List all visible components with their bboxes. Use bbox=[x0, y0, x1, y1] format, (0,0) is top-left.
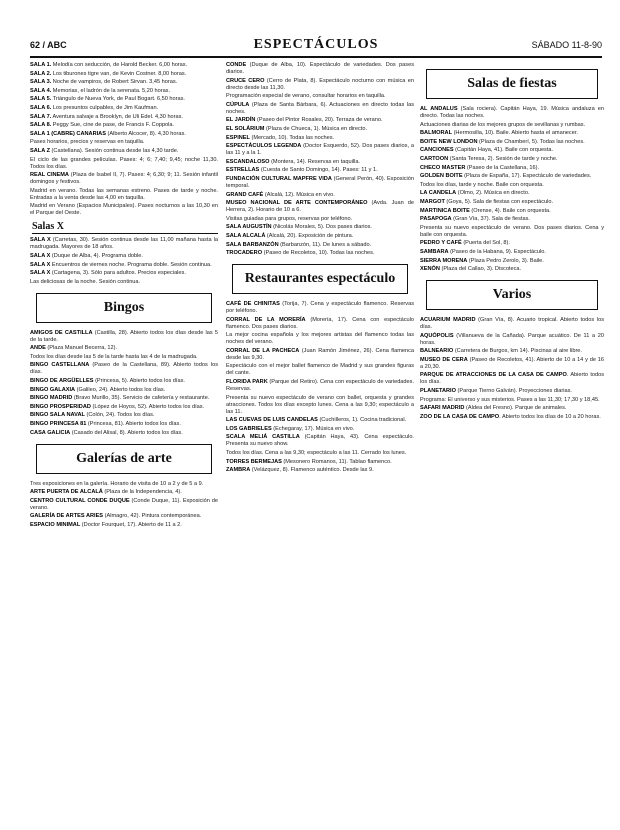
listing-entry bbox=[30, 522, 218, 529]
listing-entry bbox=[30, 513, 218, 520]
listing-entry bbox=[226, 426, 414, 433]
listing-entry bbox=[420, 372, 604, 386]
listing-entry bbox=[420, 208, 604, 215]
listing-text: Triángulo de Nueva York, de Paul Bogart. 6,50 horas. bbox=[51, 96, 185, 103]
listing-entry bbox=[226, 301, 414, 315]
listing-venue: CARTOON bbox=[420, 155, 449, 162]
listing-text: Las deliciosas de la noche. Sesión continua. bbox=[30, 278, 141, 285]
listing-venue: GOLDEN BOITE bbox=[420, 173, 463, 180]
listing-venue: SCALA MELIÁ CASTILLA bbox=[226, 434, 300, 441]
listing-text: (Plaza Manuel Becerra, 12). bbox=[45, 345, 118, 352]
section-heading-box bbox=[36, 293, 212, 323]
listing-venue: SIERRA MORENA bbox=[420, 257, 468, 264]
listing-text: (Torija, 7). Cena y espectáculo flamenco. Reservas por teléfono. bbox=[226, 301, 414, 315]
listing-entry bbox=[30, 362, 218, 376]
listing-venue: ZAMBRA bbox=[226, 467, 251, 474]
listing-text: (Hermosilla, 10). Baile. Abierto hasta el amanecer. bbox=[452, 130, 578, 137]
listing-text: (Parque Tierno Galván). Proyecciones diarias. bbox=[455, 388, 572, 395]
listing-entry bbox=[30, 345, 218, 352]
listing-entry bbox=[226, 450, 414, 457]
listing-venue: CÚPULA bbox=[226, 101, 250, 108]
listing-entry bbox=[30, 354, 218, 361]
listing-text: (General Perón, 40). Exposición temporal. bbox=[226, 175, 414, 189]
listing-entry bbox=[420, 266, 604, 273]
listing-entry bbox=[226, 250, 414, 257]
listing-venue: BINGO DE ARGÜELLES bbox=[30, 378, 94, 385]
listing-venue: ESPINEL bbox=[226, 134, 250, 141]
listing-entry bbox=[226, 176, 414, 190]
listing-text: (Plaza de Santa Bárbara, 6). Actuaciones en directo todas las noches. bbox=[226, 101, 414, 115]
listing-venue: SALA 6. bbox=[30, 104, 52, 111]
listing-text: Todos los días, tarde y noche. Baile con orquesta. bbox=[420, 181, 544, 188]
listing-entry bbox=[30, 105, 218, 112]
listing-venue: SALA 1 (CABRE) CANARIAS bbox=[30, 130, 106, 137]
listing-entry bbox=[420, 258, 604, 265]
listing-text: Actuaciones diarias de los mejores grupos de sevillanas y rumbas. bbox=[420, 121, 586, 128]
column-3 bbox=[420, 62, 604, 824]
listing-entry bbox=[30, 421, 218, 428]
listing-entry bbox=[226, 78, 414, 92]
listing-entry bbox=[30, 412, 218, 419]
listing-text: (Conde Duque, 11). Exposición de verano. bbox=[30, 497, 218, 511]
listing-entry bbox=[226, 159, 414, 166]
listing-venue: GRAND CAFÉ bbox=[226, 191, 264, 198]
listing-venue: ESPACIO MINIMAL bbox=[30, 522, 81, 528]
listing-entry bbox=[226, 102, 414, 116]
listing-entry bbox=[420, 333, 604, 347]
listing-entry bbox=[420, 240, 604, 247]
listing-venue: LA CANDELA bbox=[420, 190, 457, 197]
listing-entry bbox=[420, 190, 604, 197]
section-heading: Salas de fiestas bbox=[467, 76, 557, 91]
listing-entry bbox=[420, 414, 604, 421]
listing-entry bbox=[420, 348, 604, 355]
listing-entry bbox=[420, 317, 604, 331]
listing-entry bbox=[226, 317, 414, 331]
section-heading-box bbox=[36, 444, 212, 474]
listing-venue: EL JARDÍN bbox=[226, 117, 256, 124]
listing-venue: SALA 1. bbox=[30, 62, 52, 68]
listing-entry bbox=[226, 395, 414, 416]
listing-venue: SALA BARBANZÓN bbox=[226, 241, 279, 248]
listing-entry bbox=[226, 417, 414, 424]
listing-venue: SALA X bbox=[30, 237, 51, 244]
listing-entry bbox=[30, 330, 218, 344]
listing-entry bbox=[30, 71, 218, 78]
listing-entry bbox=[30, 148, 218, 155]
section-heading: Varios bbox=[492, 287, 532, 303]
listing-entry bbox=[30, 430, 218, 437]
listing-text: (Villanueva de la Cañada). Parque acuático. De 11 a 20 horas. bbox=[420, 332, 604, 346]
listing-text: (Castilla, 28). Abierto todos los días desde las 5 de la tarde. bbox=[30, 329, 218, 343]
listing-text: (Plaza de España, 17). Espectáculo de variedades. bbox=[462, 173, 592, 180]
listing-venue: CORRAL DE LA MORERÍA bbox=[226, 316, 306, 323]
listing-venue: BALNEARIO bbox=[420, 348, 454, 355]
listing-text: (Velázquez, 8). Flamenco auténtico. Desde las 9. bbox=[250, 467, 374, 474]
listing-entry bbox=[30, 131, 218, 138]
listing-text: (Plaza Pedro Zerolo, 3). Baile. bbox=[467, 257, 544, 264]
listing-entry bbox=[420, 199, 604, 206]
listing-venue: BINGO SALA NAVAL bbox=[30, 412, 85, 419]
listing-venue: BALMORAL bbox=[420, 130, 453, 137]
listing-text: (Paseo de la Castellana, 16). bbox=[465, 164, 540, 171]
listing-text: Todos los días desde las 5 de la tarde hasta las 4 de la madrugada. bbox=[30, 353, 198, 360]
subsection-heading: Salas X bbox=[32, 221, 218, 234]
listing-text: (Cuchilleros, 1). Cocina tradicional. bbox=[317, 417, 407, 424]
listing-venue: SALA AUGUSTÍN bbox=[226, 224, 272, 231]
listing-entry bbox=[420, 388, 604, 395]
listing-entry bbox=[30, 122, 218, 129]
listing-entry bbox=[226, 332, 414, 346]
listing-text: (Avda. Juan de Herrera, 2). Horario de 10 a 6. bbox=[226, 200, 414, 214]
listing-text: (Doctor Esquerdo, 52). Dos pases diarios, a las 11 y a la 1. bbox=[226, 143, 414, 157]
listing-entry bbox=[30, 157, 218, 171]
listing-text: (Mesonero Romanos, 11). Tablao flamenco. bbox=[281, 458, 392, 465]
listing-venue: SAMBARA bbox=[420, 248, 449, 255]
listing-venue: SALA ALCALÁ bbox=[226, 232, 266, 239]
listing-venue: SALA 4. bbox=[30, 87, 52, 94]
listing-text: (Cerro de Plata, 8). Espectáculo nocturno con música en directo desde las 11,30. bbox=[226, 77, 414, 91]
listing-venue: SALA 7. bbox=[30, 113, 52, 120]
listing-venue: CORRAL DE LA PACHECA bbox=[226, 347, 300, 354]
listing-entry bbox=[420, 165, 604, 172]
listing-entry bbox=[30, 498, 218, 512]
section-heading-box bbox=[426, 69, 598, 99]
listing-venue: BINGO MADRID bbox=[30, 395, 73, 402]
listing-venue: AL ANDALUS bbox=[420, 106, 458, 112]
listing-venue: FUNDACIÓN CULTURAL MAPFRE VIDA bbox=[226, 175, 332, 182]
listing-venue: SALA Z bbox=[30, 147, 50, 154]
listing-text: (Puerta del Sol, 8). bbox=[461, 240, 510, 247]
listing-text: . Abierto todos los días de 10 a 20 horas. bbox=[499, 413, 601, 420]
page-header bbox=[30, 36, 602, 58]
listing-text: Noche de vampiros, de Robert Sirvan. 3,45 horas. bbox=[51, 79, 178, 86]
listing-text: Programa: El universo y sus misterios. Pases a las 11,30; 17,30 y 18,45. bbox=[420, 396, 600, 403]
listing-entry bbox=[30, 253, 218, 260]
listing-text: (Aldea del Fresno). Parque de animales. bbox=[464, 405, 567, 412]
listing-venue: CAFÉ DE CHINITAS bbox=[226, 301, 280, 308]
listing-venue: AQUÓPOLIS bbox=[420, 332, 454, 339]
listing-venue: MUSEO DE CERA bbox=[420, 356, 468, 363]
listing-text: (Cartagena, 3). Sólo para adultos. Precios especiales. bbox=[50, 270, 186, 277]
section-heading: Galerías de arte bbox=[76, 450, 172, 466]
listing-entry bbox=[30, 96, 218, 103]
listing-venue: LAS CUEVAS DE LUIS CANDELAS bbox=[226, 417, 318, 424]
listing-text: (Plaza del Callao, 3). Discoteca. bbox=[439, 266, 522, 273]
listing-text: La mejor cocina española y los mejores artistas del flamenco todas las noches del verano. bbox=[226, 332, 414, 346]
listing-entry bbox=[226, 224, 414, 231]
listing-text: Presenta su nuevo espectáculo de verano. Dos pases diarios. Cena y baile con orquesta. bbox=[420, 224, 604, 238]
listing-venue: ACUARIUM MADRID bbox=[420, 317, 476, 324]
listing-text: Encuentros de viernes noche. Programa doble. Sesión continua. bbox=[50, 261, 212, 268]
listing-entry bbox=[30, 481, 218, 488]
listing-venue: SALA X bbox=[30, 252, 51, 259]
section-heading: Restaurantes espectáculo bbox=[244, 271, 396, 287]
listing-venue: ZOO DE LA CASA DE CAMPO bbox=[420, 413, 500, 420]
listing-text: Melodía con seducción, de Harold Becker. 6,00 horas. bbox=[51, 62, 188, 68]
listing-entry bbox=[420, 130, 604, 137]
listing-venue: ARTE PUERTA DE ALCALÁ bbox=[30, 489, 103, 496]
listing-venue: SALA 2. bbox=[30, 70, 52, 77]
listing-entry bbox=[226, 117, 414, 124]
listing-text: (Nicolás Morales, 5). Dos pases diarios. bbox=[271, 224, 372, 231]
listing-entry bbox=[30, 172, 218, 186]
listing-text: Visitas guiadas para grupos, reservas por teléfono. bbox=[226, 215, 353, 222]
listing-entry bbox=[226, 200, 414, 214]
listing-entry bbox=[30, 62, 218, 69]
listing-text: (Plaza de Chueca, 1). Música en directo. bbox=[264, 125, 368, 132]
listing-text: Programación especial de verano, consultar horarios en taquilla. bbox=[226, 93, 386, 100]
listing-venue: CRUCE CERO bbox=[226, 77, 265, 84]
listing-entry bbox=[226, 348, 414, 362]
listing-text: (Orense, 4). Baile con orquesta. bbox=[469, 207, 551, 214]
listing-venue: MUSEO NACIONAL DE ARTE CONTEMPORÁNEO bbox=[226, 200, 368, 207]
listing-text: (Parque del Retiro). Cena con espectáculo de variedades. Reservas. bbox=[226, 379, 414, 393]
listing-text: Aventura salvaje a Brooklyn, de Uli Edel. 4,30 horas. bbox=[51, 113, 183, 120]
section-heading-box bbox=[232, 264, 408, 294]
column-2 bbox=[226, 62, 414, 824]
listing-text: (Colón, 24). Todos los días. bbox=[84, 412, 155, 419]
listing-entry bbox=[30, 378, 218, 385]
listing-venue: BINGO GALAXIA bbox=[30, 386, 76, 393]
listing-venue: SALA 5. bbox=[30, 96, 52, 103]
listing-text: (Sala rociera). Capitán Haya, 19. Música andaluza en directo. Todas las noches. bbox=[420, 106, 604, 119]
listing-text: (Juan Ramón Jiménez, 26). Cena flamenca desde las 9,30. bbox=[226, 347, 414, 361]
listing-text: (Casado del Alisal, 8). Abierto todos los días. bbox=[70, 429, 183, 436]
listing-entry bbox=[30, 79, 218, 86]
listing-text: (Bravo Murillo, 35). Servicio de cafetería y restaurante. bbox=[72, 395, 210, 402]
listing-venue: REAL CINEMA bbox=[30, 172, 69, 179]
listing-entry bbox=[226, 242, 414, 249]
listing-entry bbox=[30, 270, 218, 277]
listing-text: . Abierto todos los días. bbox=[420, 372, 604, 386]
listing-venue: ESTRELLAS bbox=[226, 167, 260, 174]
listing-text: (Paseo de la Castellana, 89). Abierto todos los días. bbox=[30, 362, 218, 376]
listing-entry bbox=[30, 489, 218, 496]
listing-text: Pases horarios, precios y reservas en taquilla. bbox=[30, 139, 145, 146]
listing-entry bbox=[226, 143, 414, 157]
listing-venue: TROCADERO bbox=[226, 250, 263, 257]
listing-text: (Doctor Fourquet, 17). Abierto de 11 a 2. bbox=[80, 522, 182, 528]
section-heading: Bingos bbox=[103, 299, 145, 315]
listing-entry bbox=[30, 88, 218, 95]
issue-date: SÁBADO 11-8-90 bbox=[531, 40, 602, 50]
listing-venue: BOITE NEW LONDON bbox=[420, 138, 478, 145]
section-heading-box bbox=[426, 280, 598, 310]
listing-entry bbox=[226, 216, 414, 223]
listing-entry bbox=[226, 379, 414, 393]
listing-venue: GALERÍA DE ARTES ARIES bbox=[30, 513, 104, 520]
listing-venue: ESPECTÁCULOS LEGENDA bbox=[226, 143, 302, 150]
column-1 bbox=[30, 62, 218, 824]
listing-text: (Capitán Haya, 43). Cena espectáculo. Presenta su nuevo show. bbox=[226, 434, 414, 448]
listing-text: (Paseo del Pintor Rosales, 20). Terraza de verano. bbox=[255, 117, 383, 124]
page-section-label: 62 / ABC bbox=[30, 40, 67, 50]
listing-text: Madrid en verano. Todas las semanas estreno. Pases de tarde y noche. Entradas a la venta desde las 4,00 en taquilla. bbox=[30, 187, 218, 201]
listing-entry bbox=[420, 397, 604, 404]
listing-venue: SALA 8. bbox=[30, 122, 52, 129]
listing-venue: TORRES BERMEJAS bbox=[226, 458, 282, 465]
listing-text: (Carretera de Burgos, km 14). Piscinas al aire libre. bbox=[453, 348, 582, 355]
listing-entry bbox=[226, 192, 414, 199]
listing-entry bbox=[226, 93, 414, 100]
listing-text: (Santa Teresa, 2). Sesión de tarde y noche. bbox=[448, 155, 558, 162]
listing-text: (López de Hoyos, 52). Abierto todos los días. bbox=[90, 403, 205, 410]
listing-entry bbox=[420, 225, 604, 239]
listing-text: Presenta su nuevo espectáculo de verano con ballet, orquesta y grandes atracciones. Todos los días excepto lunes. Cena a las 9,30; espectáculo a las 11. bbox=[226, 394, 414, 415]
listing-venue: BINGO CASTELLANA bbox=[30, 362, 90, 369]
listing-entry bbox=[226, 434, 414, 448]
listing-text: (Plaza de la Independencia, 4). bbox=[102, 489, 182, 496]
listing-venue: CANCIONES bbox=[420, 147, 454, 154]
listing-entry bbox=[420, 357, 604, 371]
listing-entry bbox=[30, 262, 218, 269]
listing-entry bbox=[226, 135, 414, 142]
listing-text: (Montera, 14). Reservas en taquilla. bbox=[269, 158, 360, 165]
listing-entry bbox=[226, 233, 414, 240]
listing-text: (Barbanzón, 11). De lunes a sábado. bbox=[278, 241, 372, 248]
listing-entry bbox=[420, 147, 604, 154]
listing-text: Todos los días. Cena a las 9,30; espectáculo a las 11. Cerrado los lunes. bbox=[226, 450, 407, 457]
listing-text: Espectáculo con el mejor ballet flamenco de Madrid y sus grandes figuras del cante. bbox=[226, 363, 414, 377]
listing-text: (Duque de Alba, 4). Programa doble. bbox=[50, 252, 143, 259]
listing-entry bbox=[420, 122, 604, 129]
listing-text: (Paseo de la Habana, 9). Espectáculo. bbox=[448, 248, 546, 255]
listing-text: (Alberto Alcocer, 8). 4,30 horas. bbox=[105, 130, 186, 137]
listing-venue: CHECO MASTER bbox=[420, 164, 466, 171]
listing-entry bbox=[226, 126, 414, 133]
listing-text: Los presuntos culpables, de Jim Kaufman. bbox=[51, 104, 159, 111]
listing-text: (Paseo de Recoletos, 10). Todas las noches. bbox=[262, 250, 375, 257]
listing-text: (Duque de Alba, 10). Espectáculo de variedades. Dos pases diarios. bbox=[226, 62, 414, 75]
listing-text: (Goya, 5). Sala de fiestas con espectáculo. bbox=[444, 198, 554, 205]
section-title: ESPECTÁCULOS bbox=[253, 37, 379, 52]
listing-entry bbox=[420, 405, 604, 412]
listing-venue: ANDE bbox=[30, 345, 46, 352]
listing-venue: SALA X bbox=[30, 261, 51, 268]
listing-venue: LOS GABRIELES bbox=[226, 425, 272, 432]
listing-venue: SALA X bbox=[30, 270, 51, 277]
listing-entry bbox=[226, 62, 414, 76]
listing-text: (Plaza de Isabel II, 7). Pases: 4; 6,30; 9; 11. Sesión infantil domingos y festivos. bbox=[30, 172, 218, 186]
listing-entry bbox=[420, 173, 604, 180]
listing-text: Los tiburones tigre van, de Kevin Costner. 8,00 horas. bbox=[51, 70, 187, 77]
listing-text: (Alcalá, 20). Exposición de pintura. bbox=[265, 232, 354, 239]
listing-text: (Princesa, 5). Abierto todos los días. bbox=[93, 378, 185, 385]
listing-entry bbox=[30, 237, 218, 251]
listing-text: (Gran Vía, 37). Sala de fiestas. bbox=[451, 216, 530, 223]
listing-text: (Morería, 17). Cena con espectáculo flamenco. Dos pases diarios. bbox=[226, 316, 414, 330]
listing-entry bbox=[30, 114, 218, 121]
listing-text: Memorias, el ladrón de la serenata. 5,20 horas. bbox=[51, 87, 171, 94]
listing-text: (Galileo, 24). Abierto todos los días. bbox=[75, 386, 166, 393]
listing-text: (Echegaray, 17). Música en vivo. bbox=[271, 425, 355, 432]
listing-venue: FLORIDA PARK bbox=[226, 379, 268, 386]
listing-text: (Gran Vía, 8). Acuario tropical. Abierto todos los días. bbox=[420, 317, 604, 331]
listing-text: (Princesa, 81). Abierto todos los días. bbox=[86, 421, 181, 428]
listing-venue: PLANETARIO bbox=[420, 388, 456, 395]
listing-text: (Plaza de Chamberí, 5). Todas las noches. bbox=[477, 138, 585, 145]
listing-venue: CONDE bbox=[226, 62, 247, 68]
listing-text: El ciclo de las grandes películas. Pases: 4; 6; 7,40; 9,45; noche 11,30. Todos los días. bbox=[30, 156, 218, 170]
listing-venue: SALA 3. bbox=[30, 79, 52, 86]
listing-venue: XENÓN bbox=[420, 266, 440, 273]
listing-entry bbox=[420, 106, 604, 120]
listing-text: (Cuesta de Santo Domingo, 14). Pases: 11 y 1. bbox=[259, 167, 378, 174]
listing-venue: PEDRO Y CAFÉ bbox=[420, 240, 462, 247]
listing-text: (Paseo de Recoletos, 41). Abierto de 10 a 14 y de 16 a 20,30. bbox=[420, 356, 604, 370]
listing-text: (Carretas, 30). Sesión continua desde las 11,00 mañana hasta la madrugada. Mayores de 18 años. bbox=[30, 237, 218, 251]
listing-text: Madrid en Verano (Espacios Municipales). Pases nocturnos a las 10,30 en el Parque del Oeste. bbox=[30, 203, 218, 217]
listing-venue: BINGO PROSPERIDAD bbox=[30, 403, 91, 410]
listing-entry bbox=[420, 249, 604, 256]
listing-venue: CASA GALICIA bbox=[30, 429, 71, 436]
listing-entry bbox=[30, 395, 218, 402]
listing-venue: AMIGOS DE CASTILLA bbox=[30, 329, 93, 336]
listing-venue: PARQUE DE ATRACCIONES DE LA CASA DE CAMPO bbox=[420, 372, 567, 379]
listing-entry bbox=[30, 279, 218, 286]
listing-venue: SAFARI MADRID bbox=[420, 405, 465, 412]
listing-venue: ESCANDALOSO bbox=[226, 158, 270, 165]
listing-text: (Castellana). Sesión continua desde las 4,30 tarde. bbox=[50, 147, 179, 154]
listing-entry bbox=[30, 139, 218, 146]
listing-text: Tres exposiciones en la galería. Horario de visita de 10 a 2 y de 5 a 9. bbox=[30, 480, 204, 487]
listing-entry bbox=[226, 363, 414, 377]
listing-entry bbox=[30, 387, 218, 394]
listing-entry bbox=[30, 188, 218, 202]
listing-entry bbox=[420, 156, 604, 163]
listing-venue: EL SOLÁRIUM bbox=[226, 125, 265, 132]
listing-entry bbox=[420, 139, 604, 146]
listing-entry bbox=[226, 467, 414, 474]
listing-entry bbox=[30, 404, 218, 411]
listing-venue: BINGO PRINCESA 81 bbox=[30, 421, 87, 428]
listing-text: (Mercado, 10). Todas las noches. bbox=[249, 134, 335, 141]
listing-text: (Alcalá, 12). Música en vivo. bbox=[263, 191, 335, 198]
listing-text: (Olmo, 2). Música en directo. bbox=[456, 190, 530, 197]
listing-entry bbox=[30, 203, 218, 217]
listing-entry bbox=[226, 167, 414, 174]
listing-venue: MARGOT bbox=[420, 198, 445, 205]
listing-text: (Capitán Haya, 41). Baile con orquesta. bbox=[453, 147, 554, 154]
listing-entry bbox=[420, 216, 604, 223]
listing-venue: PASAPOGA bbox=[420, 216, 452, 223]
listing-entry bbox=[226, 459, 414, 466]
listing-text: (Almagro, 42). Pintura contemporánea. bbox=[103, 513, 202, 520]
listing-venue: CENTRO CULTURAL CONDE DUQUE bbox=[30, 497, 130, 504]
listing-entry bbox=[420, 182, 604, 189]
listing-venue: MARTINICA BOITE bbox=[420, 207, 470, 214]
listing-text: Peggy Sue, cine de pase, de Francis F. Coppola. bbox=[51, 122, 175, 129]
